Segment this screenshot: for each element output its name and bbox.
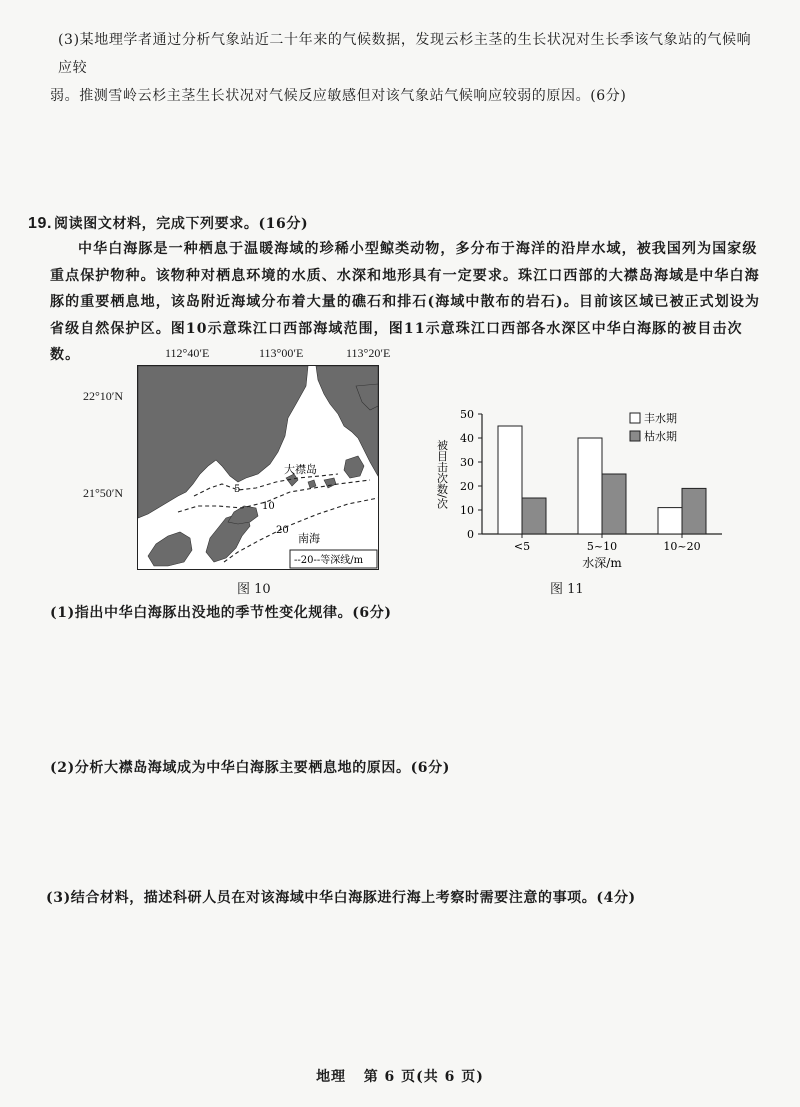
chart-legend-swatch [630, 413, 640, 423]
map-sea-label: 南海 [298, 532, 320, 545]
chart-y-tick-label: 40 [460, 432, 474, 445]
chart-y-tick-label: 30 [460, 456, 474, 469]
chart-bar [602, 474, 626, 534]
q19-number: 19. [28, 215, 53, 232]
map-island-label: 大襟岛 [284, 463, 317, 476]
q19-material: 中华白海豚是一种栖息于温暖海域的珍稀小型鲸类动物，多分布于海洋的沿岸水域，被我国列为国家级重点保护物种。该物种对栖息环境的水质、水深和地形具有一定要求。珠江口西部的大襟岛海域是中华白海豚的重要栖息地，该岛附近海域分布着大量的礁石和排石(海域中散布的岩石)。目前该区域已被正式划设为省级自然保护区。图10示意珠江口西部海域范围，图11示意珠江口西部各水深区中华白海豚的被目击次数。 [50, 241, 761, 363]
chart-bar [498, 426, 522, 534]
map-legend: --20--等深线/m [294, 555, 364, 566]
map-island-small-2 [308, 480, 316, 488]
q19-intro: 阅读图文材料，完成下列要求。(16分) [54, 216, 309, 232]
q19-sub3: (3)结合材料，描述科研人员在对该海域中华白海豚进行海上考察时需要注意的事项。(4分) [46, 890, 636, 906]
q19-sub1: (1)指出中华白海豚出没地的季节性变化规律。(6分) [50, 605, 392, 621]
chart-legend-label: 丰水期 [644, 412, 677, 425]
chart-bar [578, 438, 602, 534]
footer-page: 第 6 页(共 6 页) [363, 1069, 484, 1085]
map-contour-label-10: 10 [262, 501, 275, 512]
map-contour-label-20: 20 [276, 525, 289, 536]
chart-x-tick-label: <5 [513, 540, 531, 553]
chart-bar [658, 508, 682, 534]
bar-chart-svg [420, 400, 740, 575]
map-lat-label-2: 21°50′N [83, 486, 124, 500]
map-caption: 图 10 [237, 582, 271, 597]
map-svg [138, 366, 378, 569]
footer-subject: 地理 [316, 1069, 347, 1085]
chart-y-tick-label: 50 [460, 408, 474, 421]
bar-chart [420, 400, 740, 575]
map-lat-label-1: 22°10′N [83, 389, 124, 403]
q19-sub2: (2)分析大襟岛海域成为中华白海豚主要栖息地的原因。(6分) [50, 760, 450, 776]
chart-legend-swatch [630, 431, 640, 441]
chart-y-tick-label: 10 [460, 504, 474, 517]
map-island-sw-3 [228, 506, 258, 524]
chart-y-label: 被目击次数/次 [435, 439, 449, 509]
q19-header [28, 210, 768, 238]
map-contour-5 [194, 474, 338, 496]
chart-x-tick-label: 10~20 [663, 540, 701, 553]
chart-x-tick-label: 5~10 [586, 540, 618, 553]
q18-part3-line1: (3)某地理学者通过分析气象站近二十年来的气候数据，发现云杉主茎的生长状况对生长季该气象站的气候响应较 [58, 32, 752, 76]
chart-y-tick-label: 20 [460, 480, 474, 493]
chart-bar [522, 498, 546, 534]
chart-legend-label: 枯水期 [644, 430, 677, 443]
map-island-small-1 [324, 478, 336, 488]
chart-y-tick-label: 0 [467, 528, 474, 541]
page-footer [0, 1066, 800, 1086]
map-figure [137, 365, 379, 570]
map-lon-label-1: 112°40′E [165, 346, 210, 360]
chart-x-label: 水深/m [582, 556, 622, 570]
q18-part3 [50, 26, 758, 110]
chart-bar [682, 488, 706, 534]
map-contour-label-5: 5 [234, 484, 241, 495]
chart-caption: 图 11 [550, 582, 584, 597]
map-lon-label-3: 113°20′E [346, 346, 391, 360]
map-lon-label-2: 113°00′E [259, 346, 304, 360]
map-island-sw-1 [148, 532, 192, 566]
map-island-east [344, 456, 364, 478]
q18-part3-line2: 弱。推测雪岭云杉主茎生长状况对气候反应敏感但对该气象站气候响应较弱的原因。(6分) [50, 88, 627, 104]
